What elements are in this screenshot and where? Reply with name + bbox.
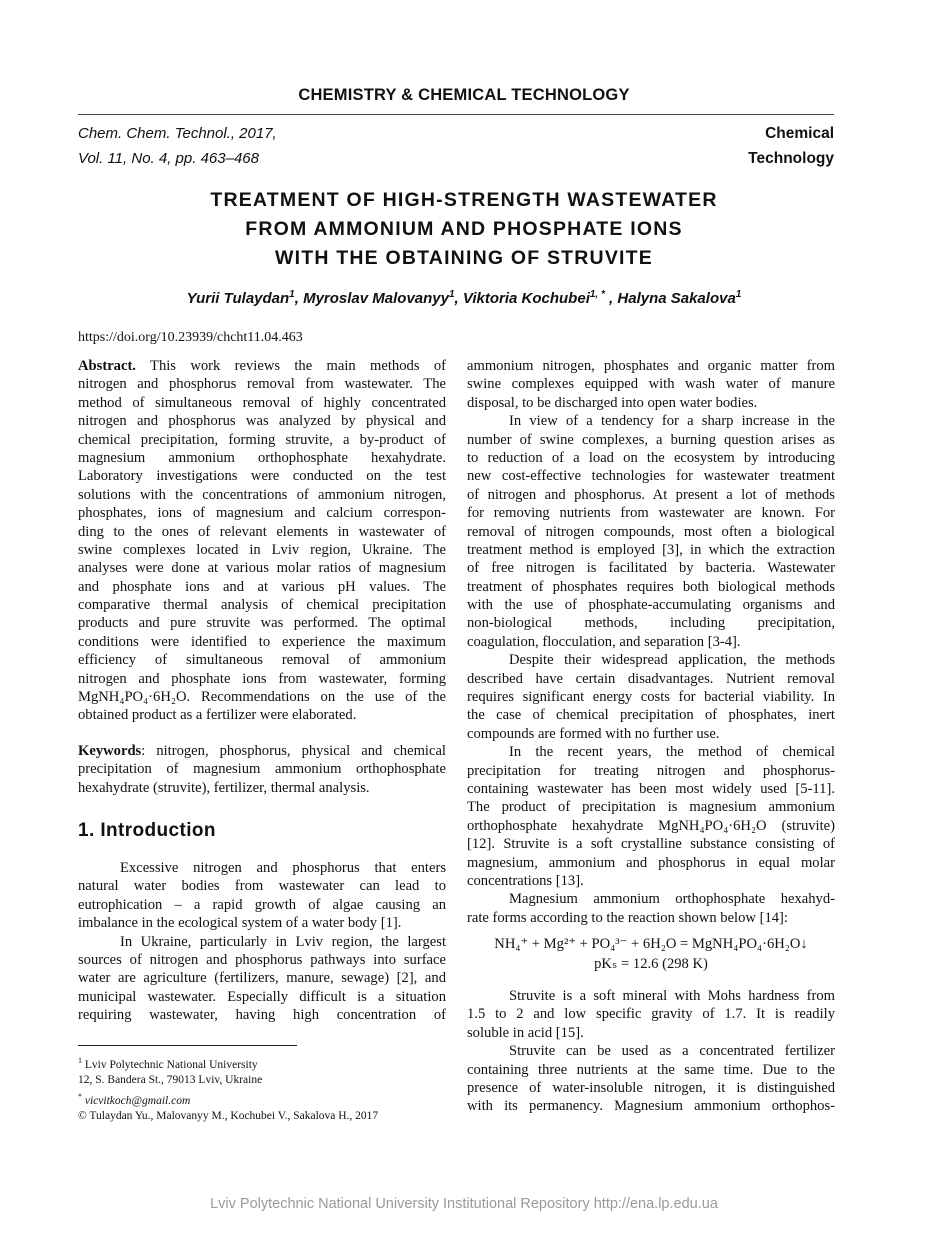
abstract-line: magnesium ammonium orthophosphate hexahydrate. [78,449,446,466]
abstract-line: analyses were done at various molar ratios of magnesium [78,560,446,577]
author-list: Yurii Tulaydan$^1$, Myroslav Malovanyy$^1$, Viktoria Kochubei$^{1, *}$ , Halyna Sakalova$^1$ [186,289,742,307]
paragraph-line: disposal, to be discharged into open water bodies. [467,394,758,411]
keywords-line: precipitation of magnesium ammonium orthophosphate [78,761,446,778]
abstract-line: products and pure struvite was performed. The optimal [78,615,446,632]
author-affiliation: 1 [448,289,455,300]
header-rule [78,114,834,115]
section-heading-introduction: 1. Introduction [78,820,216,841]
abstract-line: phosphates, ions of magnesium and calcium correspon- [78,505,446,522]
paragraph-line: for removing nutrients from wastewater are known. For [467,505,835,522]
abstract-label: Abstract. [78,358,136,374]
abstract-line: and phosphate ions and at various pH values. The [78,578,446,595]
paragraph-line: In Ukraine, particularly in Lviv region, the largest [120,933,446,950]
footnote-affiliation: Lviv Polytechnic National University [84,1058,258,1071]
paragraph-line: requiring wastewater, having high concentration of [78,1007,446,1024]
paper-title [0,186,928,273]
paragraph-line: 1.5 to 2 and low specific gravity of 1.7. It is readily [467,1006,835,1023]
author-name: Myroslav Malovanyy [303,290,449,307]
paragraph-line: imbalance in the ecological system of a water body [1]. [78,915,402,932]
paragraph-line: treatment method is employed [3], in which the extraction [467,541,835,558]
paragraph-line: described have certain disadvantages. Nutrient removal [467,670,835,687]
paragraph-line: the case of chemical precipitation of phosphates, inert [467,707,835,724]
paragraph-line: municipal wastewater. Especially difficult is a situation [78,988,446,1005]
paragraph-line: precipitation for treating nitrogen and phosphorus- [467,762,835,779]
author-name: Halyna Sakalova [617,290,736,307]
doi-link[interactable]: https://doi.org/10.23939/chcht11.04.463 [78,330,303,345]
abstract-line: chemical precipitation, forming struvite, a by-product of [78,431,446,448]
footnotes [78,1053,378,1125]
paragraph-line: Excessive nitrogen and phosphorus that enters [120,860,446,876]
author-name: Yurii Tulaydan [186,290,290,307]
citation-line-1: Chem. Chem. Technol., 2017, [78,125,277,142]
paragraph-line: rate forms according to the reaction shown below [14]: [467,909,788,926]
paragraph-line: [12]. Struvite is a soft crystalline substance consisting of [467,836,835,853]
abstract-line: comparative thermal analysis of chemical precipitation [78,597,446,614]
abstract-line: efficiency of simultaneous removal of ammonium [78,652,446,669]
author-affiliation: 1 [735,289,742,300]
paragraph-line: new cost-effective technologies for wastewater treatment [467,468,835,485]
section-brand-line-2: Technology [748,150,834,167]
paragraph-line: containing wastewater has been most widely used [5-11]. [467,780,835,797]
abstract [78,357,446,725]
paragraph-line: removal of nitrogen compounds, most often a biological [467,523,835,540]
footnote-mark: * [78,1091,82,1101]
paragraph-line: of nitrogen and phosphorus. At present a lot of methods [467,486,835,503]
journal-header: CHEMISTRY & CHEMICAL TECHNOLOGY [298,86,630,104]
equation-constant: pKₛ = 12.6 (298 K) [594,956,708,972]
paragraph-line: In the recent years, the method of chemical [509,744,835,761]
keywords-text: : nitrogen, phosphorus, physical and chemical [141,743,446,759]
paragraph-line: with its permanency. Magnesium ammonium orthophos- [467,1098,835,1115]
paragraph-line: presence of water-insoluble nitrogen, it is distinguished [467,1079,835,1096]
paragraph-line: In view of a tendency for a sharp increase in the [509,413,835,430]
paragraph-line: number of swine complexes, a burning question arises as [467,431,835,448]
right-column-text-continued [467,987,835,1116]
keywords-line [78,742,446,760]
paragraph-line: natural water bodies from wastewater can lead to [78,878,446,895]
paragraph-line: Struvite can be used as a concentrated fertilizer [509,1043,835,1060]
abstract-line [78,357,446,375]
paragraph-line: with the use of phosphate-accumulating organisms and [467,597,835,614]
abstract-line: nitrogen and phosphorus was analyzed by physical and [78,413,446,430]
paragraph-line: eutrophication – a rapid growth of algae causing an [78,896,446,913]
paragraph-line: magnesium, ammonium and phosphorus in equal molar [467,854,835,871]
abstract-line: nitrogen and phosphate ions from wastewater, forming [78,670,446,687]
footnote-mark: 1 [78,1056,82,1065]
paragraph-line: of free nitrogen is facilitated by bacteria. Wastewater [467,560,835,577]
abstract-line: MgNH₄PO₄·6H₂O. Recommendations on the use of the [78,689,446,706]
paragraph-line: Magnesium ammonium orthophosphate hexahyd- [509,891,835,908]
paragraph-line: requires significant energy costs for bacterial viability. In [467,689,835,706]
keywords-label: Keywords [78,743,142,759]
author-name: Viktoria Kochubei [462,290,590,307]
paragraph-line: compounds are formed with no further use. [467,725,720,742]
repository-footer: Lviv Polytechnic National University Institutional Repository http://ena.lp.edu.ua [210,1196,718,1212]
section-brand-line-1: Chemical [765,125,834,142]
keywords [78,742,446,797]
paragraph-line: water are agriculture (fertilizers, manure, sewage) [2], and [78,970,446,987]
abstract-line: obtained product as a fertilizer were elaborated. [78,707,357,724]
equation-reaction: NH₄⁺ + Mg²⁺ + PO₄³⁻ + 6H₂O = MgNH₄PO₄·6H₂O↓ [494,936,808,952]
paragraph-line: Despite their widespread application, the methods [509,652,835,669]
introduction-text [78,859,446,1025]
footnote-address: 12, S. Bandera St., 79013 Lviv, Ukraine [78,1074,263,1087]
author-affiliation: 1 [289,289,295,300]
reaction-equation [467,934,835,974]
right-column-text [467,357,835,927]
paragraph-line: to reduction of a load on the ecosystem by introducing [467,449,835,466]
paragraph-line: treatment of phosphates requires both biological methods [467,578,835,595]
title-line: FROM AMMONIUM AND PHOSPHATE IONS [245,218,683,240]
paragraph-line: orthophosphate hexahydrate MgNH₄PO₄·6H₂O (struvite) [467,817,835,834]
paragraph-line: concentrations [13]. [467,872,584,889]
paragraph-line: non-biological methods, including precipitation, [467,615,835,632]
abstract-line: method of simultaneous removal of highly concentrated [78,394,446,411]
keywords-line: hexahydrate (struvite), fertilizer, thermal analysis. [78,779,370,796]
title-line: TREATMENT OF HIGH-STRENGTH WASTEWATER [210,189,718,211]
abstract-line: ding to the ones of relevant elements in wastewater of [78,523,446,540]
paragraph-line: ammonium nitrogen, phosphates and organic matter from [467,358,835,374]
abstract-line: Laboratory investigations were conducted on the test [78,468,446,485]
paragraph-line: The product of precipitation is magnesium ammonium [467,799,835,816]
paragraph-line: Struvite is a soft mineral with Mohs hardness from [509,988,835,1004]
paragraph-line: sources of nitrogen and phosphorus pathways into surface [78,951,446,968]
abstract-text: This work reviews the main methods of [135,358,446,374]
paragraph-line: coagulation, flocculation, and separation [3-4]. [467,633,741,650]
abstract-line: nitrogen and phosphorus removal from wastewater. The [78,376,446,393]
footnote-rule [78,1045,297,1046]
author-affiliation: 1, * [589,289,605,300]
abstract-line: swine complexes located in Lviv region, Ukraine. The [78,541,446,558]
footnote-copyright: © Tulaydan Yu., Malovanyy M., Kochubei V., Sakalova H., 2017 [78,1110,379,1123]
footnote-email[interactable]: vicvitkoch@gmail.com [84,1094,191,1107]
paragraph-line: containing three nutrients at the same time. Due to the [467,1061,835,1078]
citation-line-2: Vol. 11, No. 4, pp. 463–468 [78,150,259,167]
abstract-line: solutions with the concentrations of ammonium nitrogen, [78,486,446,503]
abstract-line: conditions were identified to experience the maximum [78,633,446,650]
title-line: WITH THE OBTAINING OF STRUVITE [275,247,653,269]
paragraph-line: swine complexes equipped with wash water of manure [467,376,835,393]
paragraph-line: soluble in acid [15]. [467,1024,584,1041]
